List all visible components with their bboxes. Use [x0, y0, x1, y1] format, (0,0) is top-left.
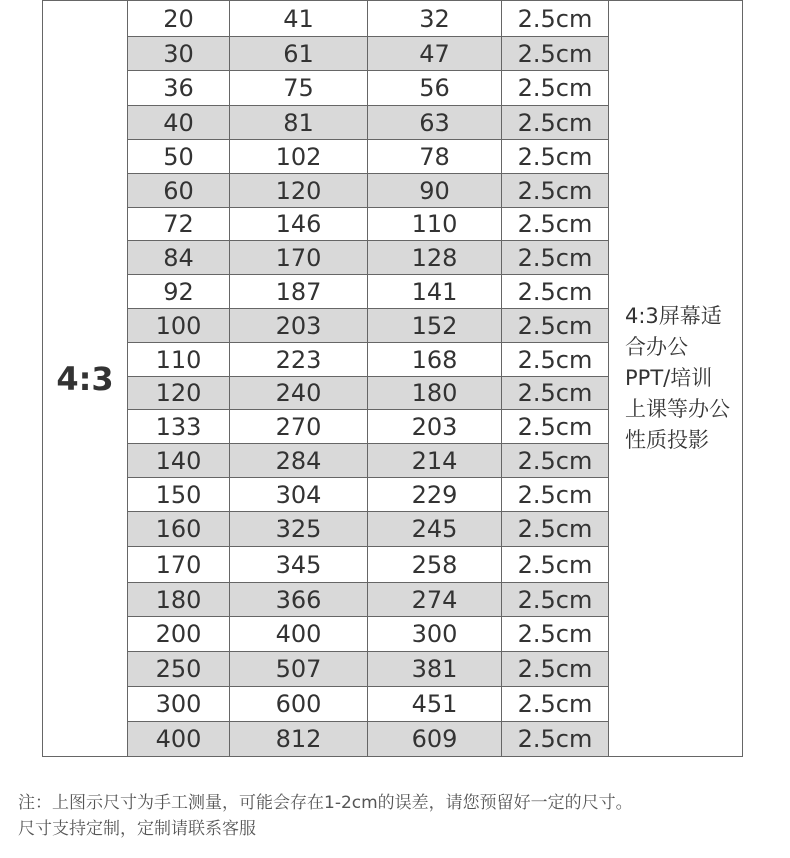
frame-width-cell: 2.5cm: [502, 174, 609, 208]
height-cm-cell: 258: [368, 547, 502, 583]
footnote-line-2: 尺寸支持定制，定制请联系客服: [18, 819, 256, 839]
table-row: [43, 1, 743, 37]
size-in-inches-cell: 92: [128, 275, 230, 309]
frame-width-cell: 2.5cm: [502, 37, 609, 71]
size-in-inches-cell: 30: [128, 37, 230, 71]
width-cm-cell: 284: [230, 444, 368, 478]
size-in-inches-cell: 180: [128, 583, 230, 617]
size-in-inches-cell: 300: [128, 687, 230, 722]
height-cm-cell: 229: [368, 478, 502, 512]
width-cm-cell: 187: [230, 275, 368, 309]
size-in-inches-cell: 50: [128, 140, 230, 174]
size-in-inches-cell: 133: [128, 410, 230, 444]
width-cm-cell: 304: [230, 478, 368, 512]
width-cm-cell: 812: [230, 722, 368, 757]
frame-width-cell: 2.5cm: [502, 478, 609, 512]
height-cm-cell: 128: [368, 241, 502, 275]
width-cm-cell: 325: [230, 512, 368, 547]
width-cm-cell: 600: [230, 687, 368, 722]
height-cm-cell: 214: [368, 444, 502, 478]
width-cm-cell: 240: [230, 377, 368, 410]
width-cm-cell: 102: [230, 140, 368, 174]
height-cm-cell: 609: [368, 722, 502, 757]
frame-width-cell: 2.5cm: [502, 208, 609, 241]
footnote-line-1: 注：上图示尺寸为手工测量，可能会存在1-2cm的误差，请您预留好一定的尺寸。: [18, 793, 633, 813]
frame-width-cell: 2.5cm: [502, 583, 609, 617]
height-cm-cell: 203: [368, 410, 502, 444]
frame-width-cell: 2.5cm: [502, 722, 609, 757]
size-in-inches-cell: 250: [128, 652, 230, 687]
usage-note: 4:3屏幕适合办公PPT/培训上课等办公性质投影: [609, 1, 743, 757]
height-cm-cell: 152: [368, 309, 502, 343]
size-in-inches-cell: 40: [128, 106, 230, 140]
frame-width-cell: 2.5cm: [502, 377, 609, 410]
width-cm-cell: 400: [230, 617, 368, 652]
width-cm-cell: 146: [230, 208, 368, 241]
aspect-ratio-label: 4:3: [43, 1, 128, 757]
height-cm-cell: 245: [368, 512, 502, 547]
height-cm-cell: 78: [368, 140, 502, 174]
height-cm-cell: 300: [368, 617, 502, 652]
frame-width-cell: 2.5cm: [502, 652, 609, 687]
size-in-inches-cell: 120: [128, 377, 230, 410]
height-cm-cell: 110: [368, 208, 502, 241]
size-in-inches-cell: 150: [128, 478, 230, 512]
width-cm-cell: 345: [230, 547, 368, 583]
height-cm-cell: 32: [368, 1, 502, 37]
frame-width-cell: 2.5cm: [502, 309, 609, 343]
size-in-inches-cell: 72: [128, 208, 230, 241]
size-in-inches-cell: 100: [128, 309, 230, 343]
size-in-inches-cell: 170: [128, 547, 230, 583]
height-cm-cell: 141: [368, 275, 502, 309]
size-in-inches-cell: 60: [128, 174, 230, 208]
frame-width-cell: 2.5cm: [502, 343, 609, 377]
frame-width-cell: 2.5cm: [502, 1, 609, 37]
frame-width-cell: 2.5cm: [502, 71, 609, 106]
width-cm-cell: 120: [230, 174, 368, 208]
frame-width-cell: 2.5cm: [502, 106, 609, 140]
frame-width-cell: 2.5cm: [502, 687, 609, 722]
footnote: [18, 790, 788, 842]
height-cm-cell: 56: [368, 71, 502, 106]
width-cm-cell: 366: [230, 583, 368, 617]
width-cm-cell: 270: [230, 410, 368, 444]
width-cm-cell: 170: [230, 241, 368, 275]
frame-width-cell: 2.5cm: [502, 547, 609, 583]
frame-width-cell: 2.5cm: [502, 444, 609, 478]
size-in-inches-cell: 160: [128, 512, 230, 547]
height-cm-cell: 90: [368, 174, 502, 208]
width-cm-cell: 81: [230, 106, 368, 140]
frame-width-cell: 2.5cm: [502, 140, 609, 174]
height-cm-cell: 274: [368, 583, 502, 617]
width-cm-cell: 223: [230, 343, 368, 377]
height-cm-cell: 168: [368, 343, 502, 377]
height-cm-cell: 63: [368, 106, 502, 140]
frame-width-cell: 2.5cm: [502, 512, 609, 547]
height-cm-cell: 381: [368, 652, 502, 687]
size-in-inches-cell: 110: [128, 343, 230, 377]
size-in-inches-cell: 84: [128, 241, 230, 275]
size-in-inches-cell: 20: [128, 1, 230, 37]
height-cm-cell: 180: [368, 377, 502, 410]
size-table: [42, 0, 743, 757]
frame-width-cell: 2.5cm: [502, 275, 609, 309]
size-in-inches-cell: 200: [128, 617, 230, 652]
width-cm-cell: 61: [230, 37, 368, 71]
height-cm-cell: 451: [368, 687, 502, 722]
size-in-inches-cell: 400: [128, 722, 230, 757]
frame-width-cell: 2.5cm: [502, 241, 609, 275]
width-cm-cell: 507: [230, 652, 368, 687]
size-in-inches-cell: 140: [128, 444, 230, 478]
width-cm-cell: 203: [230, 309, 368, 343]
width-cm-cell: 75: [230, 71, 368, 106]
frame-width-cell: 2.5cm: [502, 410, 609, 444]
frame-width-cell: 2.5cm: [502, 617, 609, 652]
size-in-inches-cell: 36: [128, 71, 230, 106]
height-cm-cell: 47: [368, 37, 502, 71]
width-cm-cell: 41: [230, 1, 368, 37]
